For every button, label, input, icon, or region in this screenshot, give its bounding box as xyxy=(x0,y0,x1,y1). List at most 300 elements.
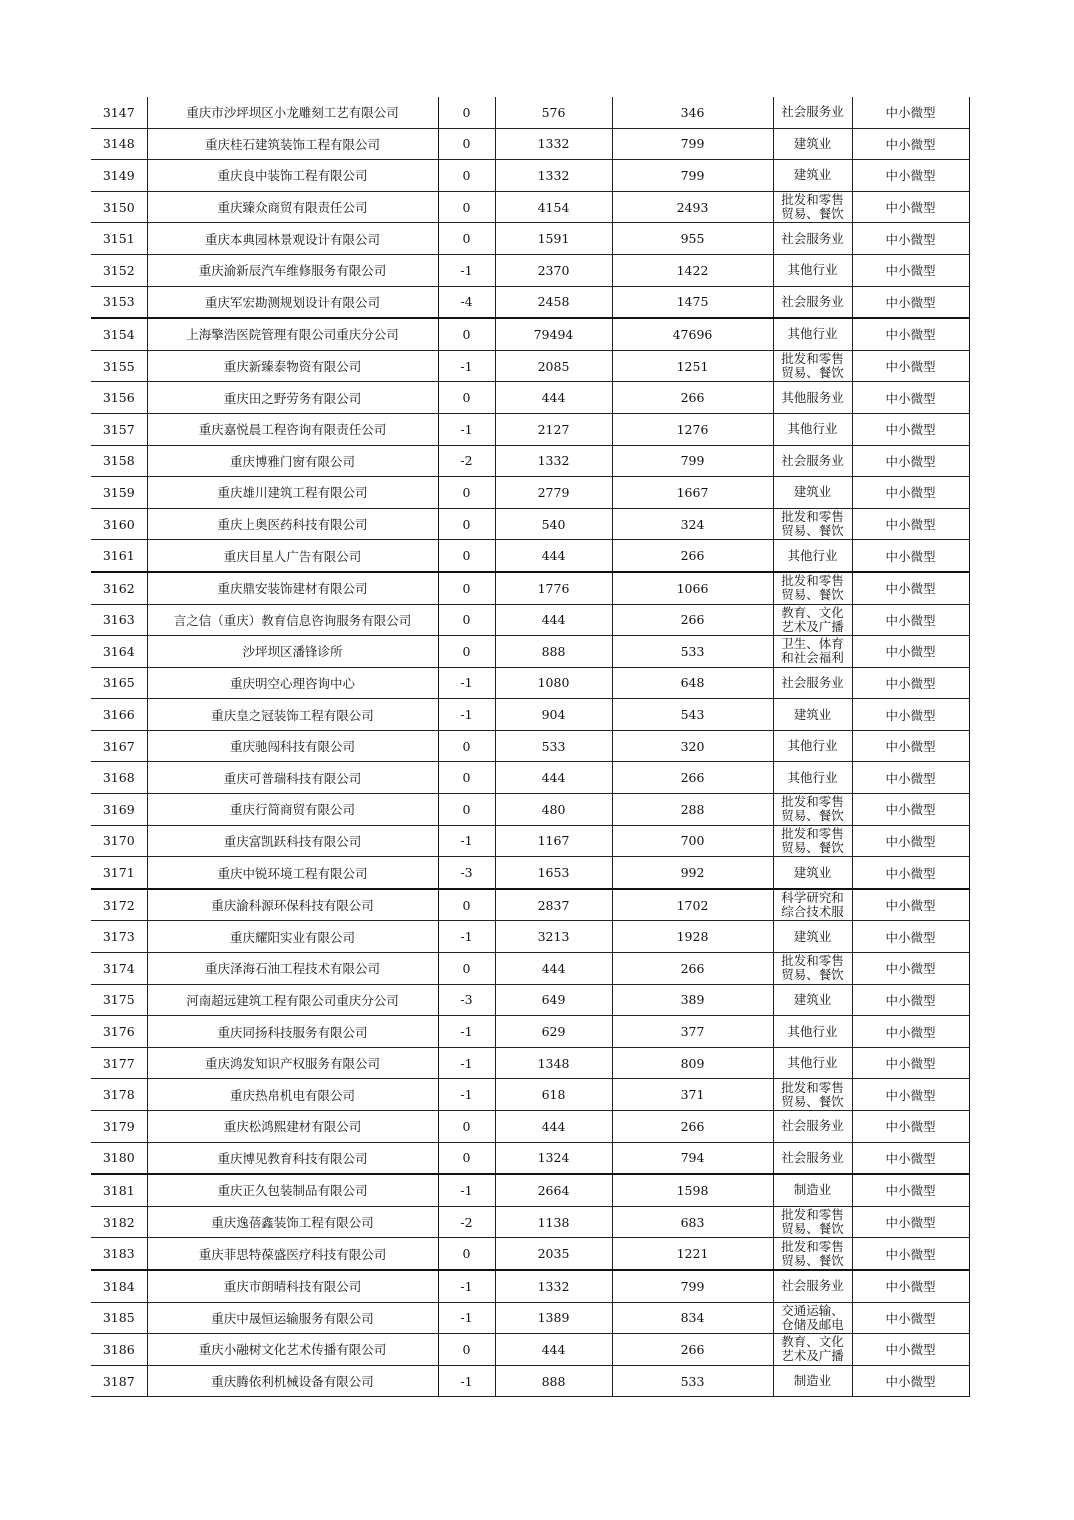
company-name-cell: 重庆逸蓓鑫装饰工程有限公司 xyxy=(147,1206,438,1238)
change-count-cell: -1 xyxy=(438,667,495,699)
row-number-cell: 3148 xyxy=(91,128,147,160)
industry-cell xyxy=(773,572,852,604)
scale-cell: 中小微型 xyxy=(852,191,969,223)
scale-cell: 中小微型 xyxy=(852,445,969,477)
company-name-cell: 重庆新臻泰物资有限公司 xyxy=(147,350,438,382)
change-count-cell: 0 xyxy=(438,604,495,636)
industry-label: 建筑业 xyxy=(793,168,832,183)
industry-cell xyxy=(773,699,852,731)
amount-cell: 1348 xyxy=(495,1047,612,1079)
company-name-cell: 重庆臻众商贸有限责任公司 xyxy=(147,191,438,223)
amount-cell: 1080 xyxy=(495,667,612,699)
company-name-cell: 重庆中晟恒运输服务有限公司 xyxy=(147,1302,438,1334)
industry-label: 卫生、体育和社会福利 xyxy=(781,637,844,666)
table-row xyxy=(91,191,969,223)
subsidy-cell: 799 xyxy=(612,160,773,192)
change-count-cell: 0 xyxy=(438,794,495,826)
table-row xyxy=(91,794,969,826)
row-number-cell: 3158 xyxy=(91,445,147,477)
row-number-cell: 3178 xyxy=(91,1079,147,1111)
change-count-cell: -3 xyxy=(438,857,495,889)
amount-cell: 2458 xyxy=(495,286,612,318)
industry-cell xyxy=(773,254,852,286)
company-name-cell: 重庆明空心理咨询中心 xyxy=(147,667,438,699)
industry-cell xyxy=(773,825,852,857)
row-number-cell: 3147 xyxy=(91,97,147,128)
table-row xyxy=(91,445,969,477)
company-name-cell: 重庆可普瑞科技有限公司 xyxy=(147,762,438,794)
table-row xyxy=(91,667,969,699)
amount-cell: 444 xyxy=(495,1111,612,1143)
subsidy-cell: 683 xyxy=(612,1206,773,1238)
row-number-cell: 3150 xyxy=(91,191,147,223)
subsidy-cell: 992 xyxy=(612,857,773,889)
row-number-cell: 3165 xyxy=(91,667,147,699)
table-row xyxy=(91,254,969,286)
company-name-cell: 重庆驰闯科技有限公司 xyxy=(147,730,438,762)
scale-cell: 中小微型 xyxy=(852,572,969,604)
row-number-cell: 3169 xyxy=(91,794,147,826)
row-number-cell: 3184 xyxy=(91,1270,147,1302)
company-name-cell: 重庆热帛机电有限公司 xyxy=(147,1079,438,1111)
row-number-cell: 3171 xyxy=(91,857,147,889)
row-number-cell: 3174 xyxy=(91,953,147,985)
industry-cell xyxy=(773,191,852,223)
industry-label: 科学研究和综合技术服 xyxy=(781,891,844,920)
row-number-cell: 3172 xyxy=(91,889,147,921)
subsidy-cell: 533 xyxy=(612,1365,773,1397)
row-number-cell: 3163 xyxy=(91,604,147,636)
industry-label: 批发和零售贸易、餐饮 xyxy=(781,1080,844,1109)
table-row xyxy=(91,128,969,160)
table-row xyxy=(91,1016,969,1048)
subsidy-cell: 389 xyxy=(612,984,773,1016)
company-name-cell: 重庆泽海石油工程技术有限公司 xyxy=(147,953,438,985)
subsidy-cell: 47696 xyxy=(612,318,773,350)
industry-label: 批发和零售贸易、餐饮 xyxy=(781,193,844,222)
change-count-cell: 0 xyxy=(438,477,495,509)
industry-cell xyxy=(773,857,852,889)
row-number-cell: 3162 xyxy=(91,572,147,604)
industry-label: 建筑业 xyxy=(793,136,832,151)
amount-cell: 444 xyxy=(495,953,612,985)
industry-label: 批发和零售贸易、餐饮 xyxy=(781,352,844,381)
row-number-cell: 3152 xyxy=(91,254,147,286)
scale-cell: 中小微型 xyxy=(852,889,969,921)
change-count-cell: 0 xyxy=(438,572,495,604)
industry-cell xyxy=(773,1270,852,1302)
row-number-cell: 3177 xyxy=(91,1047,147,1079)
scale-cell: 中小微型 xyxy=(852,794,969,826)
row-number-cell: 3176 xyxy=(91,1016,147,1048)
row-number-cell: 3187 xyxy=(91,1365,147,1397)
company-name-cell: 重庆博见教育科技有限公司 xyxy=(147,1142,438,1174)
company-name-cell: 重庆鼎安装饰建材有限公司 xyxy=(147,572,438,604)
industry-cell xyxy=(773,762,852,794)
scale-cell: 中小微型 xyxy=(852,128,969,160)
subsidy-cell: 1221 xyxy=(612,1238,773,1270)
row-number-cell: 3151 xyxy=(91,223,147,255)
company-name-cell: 重庆市沙坪坝区小龙雕刻工艺有限公司 xyxy=(147,97,438,128)
change-count-cell: 0 xyxy=(438,508,495,540)
industry-cell xyxy=(773,128,852,160)
change-count-cell: -1 xyxy=(438,1302,495,1334)
industry-label: 社会服务业 xyxy=(781,105,844,120)
amount-cell: 1138 xyxy=(495,1206,612,1238)
table-row xyxy=(91,1334,969,1366)
row-number-cell: 3160 xyxy=(91,508,147,540)
scale-cell: 中小微型 xyxy=(852,825,969,857)
change-count-cell: 0 xyxy=(438,1238,495,1270)
subsidy-cell: 1928 xyxy=(612,921,773,953)
table-row xyxy=(91,413,969,445)
industry-cell xyxy=(773,382,852,414)
scale-cell: 中小微型 xyxy=(852,1111,969,1143)
industry-label: 社会服务业 xyxy=(781,1150,844,1165)
amount-cell: 2085 xyxy=(495,350,612,382)
industry-label: 社会服务业 xyxy=(781,1119,844,1134)
row-number-cell: 3173 xyxy=(91,921,147,953)
change-count-cell: 0 xyxy=(438,191,495,223)
industry-label: 其他服务业 xyxy=(781,390,844,405)
amount-cell: 4154 xyxy=(495,191,612,223)
industry-cell xyxy=(773,445,852,477)
amount-cell: 1591 xyxy=(495,223,612,255)
subsidy-cell: 799 xyxy=(612,445,773,477)
table-row xyxy=(91,953,969,985)
amount-cell: 2779 xyxy=(495,477,612,509)
company-name-cell: 重庆腾依利机械设备有限公司 xyxy=(147,1365,438,1397)
industry-label: 建筑业 xyxy=(793,485,832,500)
scale-cell: 中小微型 xyxy=(852,1365,969,1397)
subsidy-cell: 1251 xyxy=(612,350,773,382)
subsidy-cell: 794 xyxy=(612,1142,773,1174)
change-count-cell: 0 xyxy=(438,762,495,794)
company-name-cell: 河南超远建筑工程有限公司重庆分公司 xyxy=(147,984,438,1016)
amount-cell: 1167 xyxy=(495,825,612,857)
industry-cell xyxy=(773,413,852,445)
table-row xyxy=(91,160,969,192)
subsidy-cell: 809 xyxy=(612,1047,773,1079)
company-name-cell: 沙坪坝区潘锋诊所 xyxy=(147,636,438,668)
subsidy-cell: 834 xyxy=(612,1302,773,1334)
change-count-cell: -1 xyxy=(438,350,495,382)
industry-label: 批发和零售贸易、餐饮 xyxy=(781,1208,844,1237)
amount-cell: 2035 xyxy=(495,1238,612,1270)
amount-cell: 444 xyxy=(495,762,612,794)
change-count-cell: -2 xyxy=(438,1206,495,1238)
table-row xyxy=(91,508,969,540)
change-count-cell: 0 xyxy=(438,953,495,985)
change-count-cell: 0 xyxy=(438,889,495,921)
company-name-cell: 重庆皇之冠装饰工程有限公司 xyxy=(147,699,438,731)
table-row xyxy=(91,889,969,921)
subsidy-cell: 1475 xyxy=(612,286,773,318)
industry-cell xyxy=(773,286,852,318)
industry-label: 其他行业 xyxy=(787,327,838,342)
industry-label: 其他行业 xyxy=(787,422,838,437)
table-row xyxy=(91,1174,969,1206)
industry-cell xyxy=(773,794,852,826)
company-name-cell: 重庆雄川建筑工程有限公司 xyxy=(147,477,438,509)
industry-cell xyxy=(773,667,852,699)
subsidy-cell: 1598 xyxy=(612,1174,773,1206)
industry-label: 社会服务业 xyxy=(781,1279,844,1294)
scale-cell: 中小微型 xyxy=(852,508,969,540)
subsidy-cell: 648 xyxy=(612,667,773,699)
amount-cell: 629 xyxy=(495,1016,612,1048)
industry-cell xyxy=(773,508,852,540)
table-row xyxy=(91,857,969,889)
subsidy-cell: 371 xyxy=(612,1079,773,1111)
table-row xyxy=(91,286,969,318)
industry-cell xyxy=(773,1302,852,1334)
table-row xyxy=(91,572,969,604)
company-name-cell: 重庆嘉悦晨工程咨询有限责任公司 xyxy=(147,413,438,445)
company-name-cell: 重庆富凯跃科技有限公司 xyxy=(147,825,438,857)
scale-cell: 中小微型 xyxy=(852,160,969,192)
industry-cell xyxy=(773,1079,852,1111)
scale-cell: 中小微型 xyxy=(852,1174,969,1206)
industry-cell xyxy=(773,604,852,636)
company-name-cell: 重庆中锐环境工程有限公司 xyxy=(147,857,438,889)
change-count-cell: 0 xyxy=(438,318,495,350)
row-number-cell: 3175 xyxy=(91,984,147,1016)
industry-label: 建筑业 xyxy=(793,865,832,880)
subsidy-cell: 799 xyxy=(612,1270,773,1302)
subsidy-cell: 1667 xyxy=(612,477,773,509)
table-row xyxy=(91,540,969,572)
company-name-cell: 重庆松鸿熙建材有限公司 xyxy=(147,1111,438,1143)
scale-cell: 中小微型 xyxy=(852,1238,969,1270)
subsidy-cell: 533 xyxy=(612,636,773,668)
table-body xyxy=(91,97,969,1397)
industry-label: 建筑业 xyxy=(793,992,832,1007)
scale-cell: 中小微型 xyxy=(852,1270,969,1302)
table-row xyxy=(91,1142,969,1174)
change-count-cell: 0 xyxy=(438,1111,495,1143)
table-row xyxy=(91,1365,969,1397)
industry-cell xyxy=(773,1016,852,1048)
table-row xyxy=(91,1302,969,1334)
scale-cell: 中小微型 xyxy=(852,1079,969,1111)
row-number-cell: 3159 xyxy=(91,477,147,509)
table-row xyxy=(91,97,969,128)
industry-cell xyxy=(773,223,852,255)
industry-cell xyxy=(773,1238,852,1270)
subsidy-cell: 324 xyxy=(612,508,773,540)
industry-cell xyxy=(773,1334,852,1366)
table-row xyxy=(91,223,969,255)
subsidy-cell: 1066 xyxy=(612,572,773,604)
company-name-cell: 重庆渝科源环保科技有限公司 xyxy=(147,889,438,921)
amount-cell: 2664 xyxy=(495,1174,612,1206)
change-count-cell: -1 xyxy=(438,699,495,731)
change-count-cell: -1 xyxy=(438,921,495,953)
change-count-cell: -1 xyxy=(438,1047,495,1079)
industry-cell xyxy=(773,636,852,668)
company-name-cell: 上海擎浩医院管理有限公司重庆分公司 xyxy=(147,318,438,350)
table-row xyxy=(91,1111,969,1143)
subsidy-cell: 266 xyxy=(612,1111,773,1143)
industry-cell xyxy=(773,97,852,128)
industry-cell xyxy=(773,889,852,921)
table-row xyxy=(91,604,969,636)
amount-cell: 1332 xyxy=(495,445,612,477)
company-name-cell: 重庆上奥医药科技有限公司 xyxy=(147,508,438,540)
amount-cell: 2837 xyxy=(495,889,612,921)
company-name-cell: 重庆目星人广告有限公司 xyxy=(147,540,438,572)
change-count-cell: -3 xyxy=(438,984,495,1016)
row-number-cell: 3161 xyxy=(91,540,147,572)
industry-label: 其他行业 xyxy=(787,1056,838,1071)
company-name-cell: 重庆良中装饰工程有限公司 xyxy=(147,160,438,192)
industry-cell xyxy=(773,953,852,985)
amount-cell: 1389 xyxy=(495,1302,612,1334)
subsidy-cell: 266 xyxy=(612,953,773,985)
scale-cell: 中小微型 xyxy=(852,857,969,889)
change-count-cell: 0 xyxy=(438,97,495,128)
subsidy-cell: 288 xyxy=(612,794,773,826)
industry-label: 批发和零售贸易、餐饮 xyxy=(781,574,844,603)
change-count-cell: -1 xyxy=(438,254,495,286)
change-count-cell: 0 xyxy=(438,128,495,160)
row-number-cell: 3179 xyxy=(91,1111,147,1143)
industry-cell xyxy=(773,984,852,1016)
industry-label: 教育、文化艺术及广播 xyxy=(781,1335,844,1364)
table-row xyxy=(91,825,969,857)
data-table xyxy=(91,97,970,1397)
change-count-cell: -1 xyxy=(438,413,495,445)
table-row xyxy=(91,1206,969,1238)
scale-cell: 中小微型 xyxy=(852,636,969,668)
row-number-cell: 3182 xyxy=(91,1206,147,1238)
scale-cell: 中小微型 xyxy=(852,1142,969,1174)
industry-cell xyxy=(773,160,852,192)
industry-cell xyxy=(773,730,852,762)
company-name-cell: 重庆菲思特葆盛医疗科技有限公司 xyxy=(147,1238,438,1270)
industry-cell xyxy=(773,540,852,572)
amount-cell: 3213 xyxy=(495,921,612,953)
industry-label: 其他行业 xyxy=(787,770,838,785)
row-number-cell: 3156 xyxy=(91,382,147,414)
scale-cell: 中小微型 xyxy=(852,318,969,350)
amount-cell: 444 xyxy=(495,382,612,414)
subsidy-cell: 346 xyxy=(612,97,773,128)
change-count-cell: 0 xyxy=(438,636,495,668)
table-row xyxy=(91,1047,969,1079)
amount-cell: 444 xyxy=(495,1334,612,1366)
industry-label: 交通运输、仓储及邮电 xyxy=(781,1303,844,1332)
amount-cell: 576 xyxy=(495,97,612,128)
scale-cell: 中小微型 xyxy=(852,477,969,509)
amount-cell: 1324 xyxy=(495,1142,612,1174)
change-count-cell: -1 xyxy=(438,1174,495,1206)
industry-label: 批发和零售贸易、餐饮 xyxy=(781,826,844,855)
subsidy-cell: 266 xyxy=(612,540,773,572)
change-count-cell: 0 xyxy=(438,540,495,572)
industry-label: 建筑业 xyxy=(793,929,832,944)
scale-cell: 中小微型 xyxy=(852,382,969,414)
scale-cell: 中小微型 xyxy=(852,413,969,445)
table-row xyxy=(91,762,969,794)
table-row xyxy=(91,318,969,350)
amount-cell: 1776 xyxy=(495,572,612,604)
company-name-cell: 重庆同扬科技服务有限公司 xyxy=(147,1016,438,1048)
subsidy-cell: 1276 xyxy=(612,413,773,445)
scale-cell: 中小微型 xyxy=(852,1302,969,1334)
amount-cell: 2127 xyxy=(495,413,612,445)
change-count-cell: 0 xyxy=(438,382,495,414)
industry-label: 社会服务业 xyxy=(781,294,844,309)
subsidy-cell: 1422 xyxy=(612,254,773,286)
table-row xyxy=(91,1238,969,1270)
scale-cell: 中小微型 xyxy=(852,540,969,572)
subsidy-cell: 700 xyxy=(612,825,773,857)
company-name-cell: 重庆正久包装制品有限公司 xyxy=(147,1174,438,1206)
amount-cell: 888 xyxy=(495,636,612,668)
industry-cell xyxy=(773,921,852,953)
scale-cell: 中小微型 xyxy=(852,1206,969,1238)
amount-cell: 79494 xyxy=(495,318,612,350)
industry-label: 教育、文化艺术及广播 xyxy=(781,605,844,634)
row-number-cell: 3164 xyxy=(91,636,147,668)
table-row xyxy=(91,1079,969,1111)
scale-cell: 中小微型 xyxy=(852,1047,969,1079)
industry-label: 制造业 xyxy=(793,1183,832,1198)
industry-label: 批发和零售贸易、餐饮 xyxy=(781,954,844,983)
subsidy-cell: 543 xyxy=(612,699,773,731)
scale-cell: 中小微型 xyxy=(852,604,969,636)
table-row xyxy=(91,350,969,382)
table-row xyxy=(91,382,969,414)
amount-cell: 1653 xyxy=(495,857,612,889)
change-count-cell: 0 xyxy=(438,730,495,762)
row-number-cell: 3183 xyxy=(91,1238,147,1270)
subsidy-cell: 320 xyxy=(612,730,773,762)
change-count-cell: 0 xyxy=(438,1142,495,1174)
table-row xyxy=(91,477,969,509)
subsidy-cell: 2493 xyxy=(612,191,773,223)
amount-cell: 2370 xyxy=(495,254,612,286)
row-number-cell: 3154 xyxy=(91,318,147,350)
industry-cell xyxy=(773,1206,852,1238)
subsidy-cell: 266 xyxy=(612,604,773,636)
company-name-cell: 重庆鸿发知识产权服务有限公司 xyxy=(147,1047,438,1079)
industry-label: 社会服务业 xyxy=(781,675,844,690)
industry-cell xyxy=(773,1174,852,1206)
scale-cell: 中小微型 xyxy=(852,254,969,286)
change-count-cell: -1 xyxy=(438,825,495,857)
industry-label: 批发和零售贸易、餐饮 xyxy=(781,795,844,824)
scale-cell: 中小微型 xyxy=(852,762,969,794)
row-number-cell: 3167 xyxy=(91,730,147,762)
scale-cell: 中小微型 xyxy=(852,953,969,985)
row-number-cell: 3153 xyxy=(91,286,147,318)
amount-cell: 540 xyxy=(495,508,612,540)
amount-cell: 444 xyxy=(495,540,612,572)
row-number-cell: 3186 xyxy=(91,1334,147,1366)
subsidy-cell: 266 xyxy=(612,1334,773,1366)
scale-cell: 中小微型 xyxy=(852,984,969,1016)
scale-cell: 中小微型 xyxy=(852,223,969,255)
change-count-cell: -1 xyxy=(438,1016,495,1048)
amount-cell: 618 xyxy=(495,1079,612,1111)
scale-cell: 中小微型 xyxy=(852,97,969,128)
subsidy-cell: 266 xyxy=(612,762,773,794)
change-count-cell: 0 xyxy=(438,223,495,255)
company-name-cell: 重庆市朗晴科技有限公司 xyxy=(147,1270,438,1302)
